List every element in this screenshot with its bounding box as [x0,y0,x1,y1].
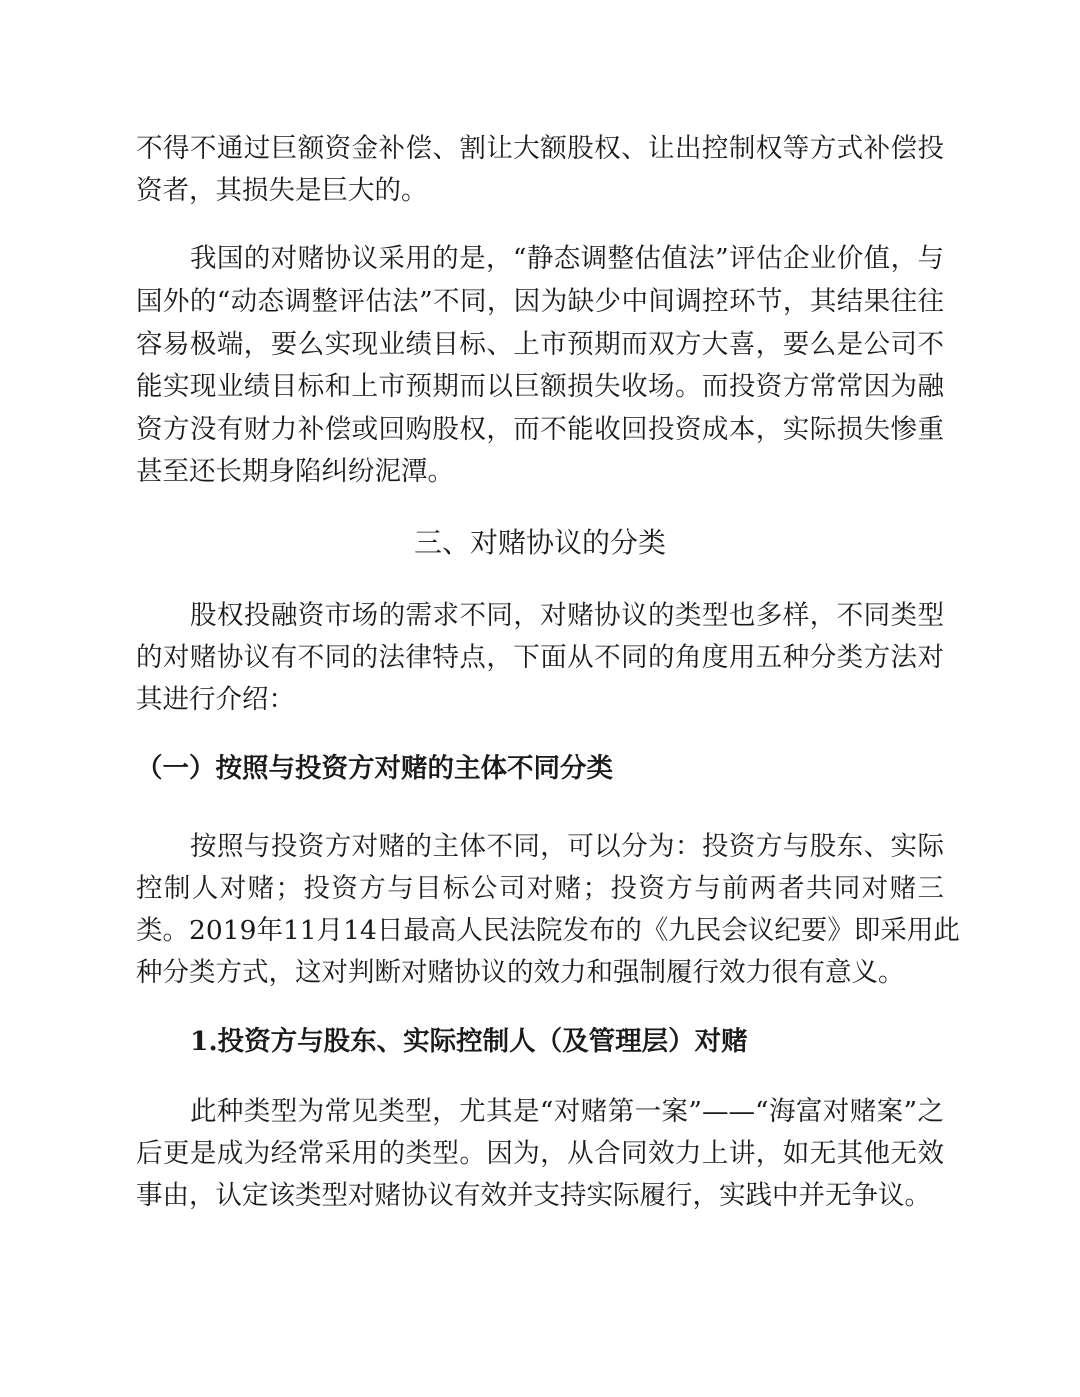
paragraph-line: 此种类型为常见类型，尤其是“对赌第一案”——“海富对赌案”之 [190,1096,944,1127]
paragraph-line: 能实现业绩目标和上市预期而以巨额损失收场。而投资方常常因为融 [136,371,944,402]
paragraph-line: 类。2019年11月14日最高人民法院发布的《九民会议纪要》即采用此 [136,915,960,946]
paragraph-line: 种分类方式，这对判断对赌协议的效力和强制履行效力很有意义。 [136,957,905,988]
paragraph-line: 事由，认定该类型对赌协议有效并支持实际履行，实践中并无争议。 [136,1180,931,1211]
paragraph-line: 后更是成为经常采用的类型。因为，从合同效力上讲，如无其他无效 [136,1138,944,1169]
section-heading: 三、对赌协议的分类 [413,526,666,559]
document-page [136,0,960,1397]
subsection-heading: （一）按照与投资方对赌的主体不同分类 [136,753,613,784]
paragraph-line: 不得不通过巨额资金补偿、割让大额股权、让出控制权等方式补偿投 [136,133,944,164]
paragraph-line: 甚至还长期身陷纠纷泥潭。 [136,456,454,487]
paragraph-line: 容易极端，要么实现业绩目标、上市预期而双方大喜，要么是公司不 [136,329,944,360]
paragraph-line: 资者，其损失是巨大的。 [136,175,428,206]
paragraph-line: 我国的对赌协议采用的是，“静态调整估值法”评估企业价值，与 [190,243,944,274]
item-heading: 1.投资方与股东、实际控制人（及管理层）对赌 [190,1026,748,1057]
paragraph-line: 的对赌协议有不同的法律特点，下面从不同的角度用五种分类方法对 [136,642,944,673]
paragraph-line: 国外的“动态调整评估法”不同，因为缺少中间调控环节，其结果往往 [136,286,944,317]
paragraph-line: 其进行介绍： [136,684,295,715]
paragraph-line: 按照与投资方对赌的主体不同，可以分为：投资方与股东、实际 [190,831,944,862]
paragraph-line: 资方没有财力补偿或回购股权，而不能收回投资成本，实际损失惨重 [136,414,944,445]
paragraph-line: 股权投融资市场的需求不同，对赌协议的类型也多样，不同类型 [190,600,944,631]
paragraph-line: 控制人对赌；投资方与目标公司对赌；投资方与前两者共同对赌三 [136,873,944,904]
